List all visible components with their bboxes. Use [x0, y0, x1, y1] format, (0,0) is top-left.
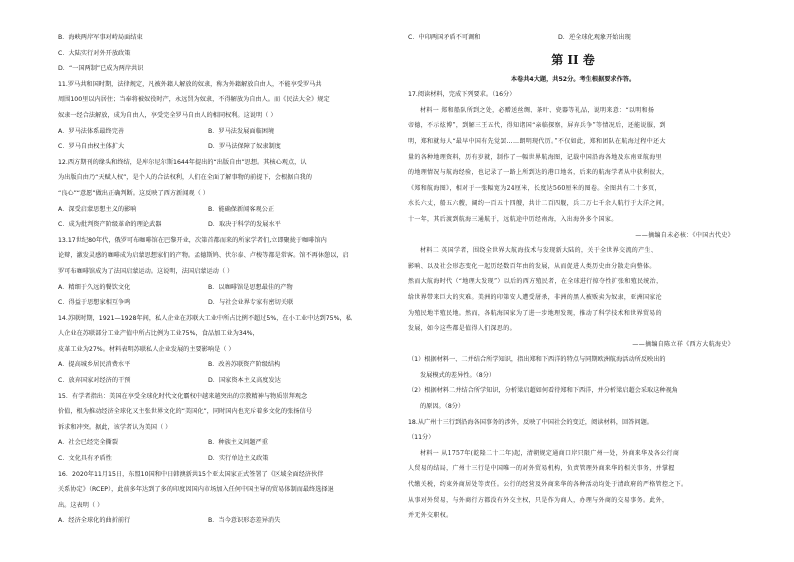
material-line: 代缴关税，约束外商居处等责任。公行的经营及外商来华的各种活动均处于清政府的严格管控之下。 [408, 481, 688, 489]
question-line: 13.17世纪80年代，俄罗可布咖啡馆在巴黎开业，次第首都而来的所家学者们,立即聚拢于咖啡馆内 [58, 236, 327, 244]
question-head-cont: （11分） [408, 434, 435, 442]
question-line: 14.苏联时期，1921—1928年间，私人企业在苏联大工业中所占比例不超过5%，在小工业中达到75%，私 [58, 314, 352, 322]
material-line: 并无外交职权。 [408, 512, 453, 520]
question-line: 人企业在苏联部分工业产值中所占比例为工业75%，食品加工业为34%， [58, 330, 259, 338]
option-b: B．以咖啡馆是思想最佳的产物 [208, 283, 293, 291]
option-row [58, 124, 378, 140]
option-b: B．能确保新闻客观公正 [208, 205, 275, 213]
question-line: 周围100里以内居住；当奉将被奴役时产，永远罚为奴隶，不得解放为自由人。而《民法大全》规定 [58, 96, 330, 104]
sub-question-2-cont: 的原因。（8分） [420, 403, 465, 411]
question-line: 为出版自由乃“天赋人权”，是个人的合法权利，人们在全面了解事物的前提下，会根据自我的 [58, 174, 312, 182]
material-line: 《郑和航海图》，相对于一张幅宽为24厘米，长度达560厘米的图卷。全图共有二十多页， [408, 184, 661, 192]
option-d: D．与社会业界专家有密切关联 [208, 299, 294, 307]
question-line: 价值，根为推动经济全球化又主张世界文化的“美国化”，同时国内也充斥着多文化的张扬信号 [58, 408, 312, 416]
material-line: 为殖民地半殖民地。然而，各航海国家为了进一步地理发现，推动了科学技术和世界贸易的 [408, 309, 663, 317]
option-row [58, 373, 378, 389]
option-d: D．逆全球化观象开始出现 [558, 34, 631, 41]
question-line: 皮革工业为27%。材料表明苏联私人企业发展的主要影响是（ ） [58, 345, 235, 353]
option-b: B．当今意识形态差异消失 [208, 517, 281, 525]
material-line: 水长六丈，船五六艘，阔约一百五十四艘，共计二百四舰，兵二万七千余人航行于大洋之间， [408, 200, 669, 208]
option-row [58, 139, 378, 155]
option-a: A．深受启蒙思想主义的影响 [58, 205, 137, 213]
option-row [58, 451, 378, 467]
question-16 [58, 467, 378, 529]
question-head: 18.从广州十三行到沿海各国事务的涉外，反映了中国社会的变迁，阅读材料，回答问题。 [408, 418, 653, 426]
option-row [408, 30, 738, 46]
material-line: 材料一 郑和船队所到之处，必赠送丝绸、茶叶、瓷器等礼品，说明来意：“以明和扬 [420, 106, 655, 114]
question-line: 诉求和冲突。据此，该学者认为美国（ ） [58, 423, 172, 431]
option-row [58, 357, 378, 373]
question-line: 12.西方期刊的缘头和终结，是库尔尼尔斯1644年提出的“出版自由”思想。其核心观点，认 [58, 158, 307, 166]
option-b: B．改善苏联资产阶级结构 [208, 361, 281, 369]
option-a: A．罗马法体系最终完善 [58, 127, 125, 135]
material-line: 然而大航海时代（“地理大发现”）以后的西方殖民者，在全球进行掠夺性扩张和殖民统治， [408, 278, 663, 286]
question-11 [58, 77, 378, 155]
question-15 [58, 389, 378, 467]
material-line: 影响、以及社会形态变化一起历经数百年由的发展，从而促进人类历史由分散走向整体。 [408, 262, 656, 270]
question-line: 16．2020年11月15日，东盟10国和中日韩澳新共15个亚太国家正式签署了《区域全面经济伙伴 [58, 470, 324, 478]
option-a: A．经济全球化的曲折前行 [58, 517, 131, 525]
material-line: 帝德，不示炫博”，到解三王五代，得知诸国“亲临探察，屏弃兵争”等情况后，还能说服，到 [408, 122, 666, 130]
question-head: 17.阅读材料，完成下列要求。（16分） [408, 91, 516, 99]
option-row [58, 217, 378, 233]
question-line: 奴隶一经合法解放，成为自由人，享受完全罗马自由人的相同权利。这说明（ ） [58, 111, 277, 119]
material-line: 人贸易的结局，广州十三行是中国唯一的对外贸易机构，负责管理外商来华的相关事务，并掌握 [408, 465, 675, 473]
material-line: 发展，如今这些都是值得人们深思的。 [408, 325, 516, 333]
material-line: 明，郑和就每人“最早中国有先觉罢……朗明现代历。”不仅如此，郑和团队在航海过程中还大 [408, 137, 666, 145]
material-line: 从事对外贸易，与外商行方都没有外交主权，只是作为商人，办理与外商的交易事务。此外， [408, 496, 669, 504]
sub-question-1: （1）根据材料一、二并结合所学知识，指出郑和下西洋的特点与同期欧洲航海活动所反映出的 [408, 356, 666, 364]
material-line: 的地理情况与航海经验，也记录了一路上所到达的港口地名，后来的航海学者从中获利很大， [408, 169, 669, 177]
material-line: 量的各种地理资料，历有岁就，制作了一幅世界航海图，记载中国沿海各地及东南亚航海里 [408, 153, 663, 161]
question-line: “良心”“意愿”做出正确判断。这反映了西方新闻观（ ） [58, 189, 209, 197]
question-12 [58, 155, 378, 233]
section-note: 本卷共4大题，共52分。考生根据要求作答。 [510, 75, 636, 83]
question-line: 出。这表明（ ） [58, 501, 104, 509]
material-line: 给世界带来巨大的灾难。美洲的印第安人遭受屠杀，非洲的黑人被贩卖为奴隶，亚洲国家沦 [408, 293, 663, 301]
material-line: 材料一 从1757年(乾隆二十二年)起，清朝规定通商口岸只限广州一处，外商来华及各公行商 [420, 449, 680, 457]
question-13 [58, 233, 378, 311]
option-row [58, 202, 378, 218]
option-row [58, 295, 378, 311]
question-line: 论辩，激发灵感的咖啡成为启蒙思想家们的产物。孟德斯鸠、伏尔泰、卢梭等都是常客。馆不再休憩以，启 [58, 252, 349, 260]
question-line: 11.罗马共和国时期，法律规定，凡被外籍人解放的奴隶，称为外籍解放自由人，不能享受罗马共 [58, 80, 322, 88]
question-14 [58, 311, 378, 389]
option-b: B．罗马法发展面临困境 [208, 127, 275, 135]
option-b: B．海峡两岸军事对峙局面结束 [58, 34, 143, 41]
question-line: 关系协定》（RCEP），此前多年达到了多的印度因国内市场加入任何中国主导的贸易体制而最终选择退 [58, 486, 334, 494]
question-line: 15．有学者指出：美国在享受全球化时代文化霸权中越来越突出的宗教精神与物质崇拜观念 [58, 392, 308, 400]
option-c: C．成为批判资产阶级革命的理论武器 [58, 221, 162, 229]
option-a: A．社会已经完全撕裂 [58, 439, 118, 447]
option-d: D．“一国两制”已成为两岸共识 [58, 65, 144, 73]
right-column [408, 30, 738, 524]
question-17 [408, 87, 738, 414]
option-row [58, 513, 378, 529]
material-source: ——摘编自未必核：《中国古代史》 [635, 231, 734, 239]
option-d: D．取决于科学的发展水平 [208, 221, 281, 229]
option-d: D．罗马法保障了奴隶制度 [208, 143, 281, 151]
question-18 [408, 415, 738, 524]
option-c: C．放弃国家对经济的干预 [58, 377, 131, 385]
material-line: 十一年，其后渡到航海三通航于，远航途中历经南海，入出海外多个国家。 [408, 215, 618, 223]
sub-question-2: （2）根据材料二并结合所学知识，分析梁启超如何看待郑和下西洋，并分析梁启超会采取这种视角 [408, 387, 678, 395]
option-c: C．中印两国矛盾不可调和 [408, 34, 481, 41]
option-c: C．罗马自由权主体扩大 [58, 143, 125, 151]
option-c: C．文化具有矛盾性 [58, 455, 112, 463]
section-title: 第 II 卷 [551, 52, 595, 67]
option-d: D．国家资本主义高度发达 [208, 377, 281, 385]
sub-question-1-cont: 发展模式的差异性。（8分） [420, 371, 496, 379]
option-row [58, 280, 378, 296]
option-b: B．种族主义问题严重 [208, 439, 268, 447]
left-column [58, 30, 378, 529]
question-line: 罗可布咖啡馆成为了法国启蒙运动。这说明，法国启蒙运动（ ） [58, 267, 234, 275]
option-d: D．实行单边主义政策 [208, 455, 269, 463]
option-c: C．大陆实行对外开放政策 [58, 49, 131, 57]
option-a: A．精细于久远的餐饮文化 [58, 283, 131, 291]
option-a: A．提高城乡居民消费水平 [58, 361, 131, 369]
option-row [58, 435, 378, 451]
material-line: 材料二 英国学者，围绕全世界大航海技术与发现新大陆的，关于全世界交流的产生、 [420, 247, 658, 255]
material-source: ——摘编自陈立祥《西方大航海史》 [632, 340, 734, 348]
option-c: C．得益于思想家相互争鸣 [58, 299, 131, 307]
